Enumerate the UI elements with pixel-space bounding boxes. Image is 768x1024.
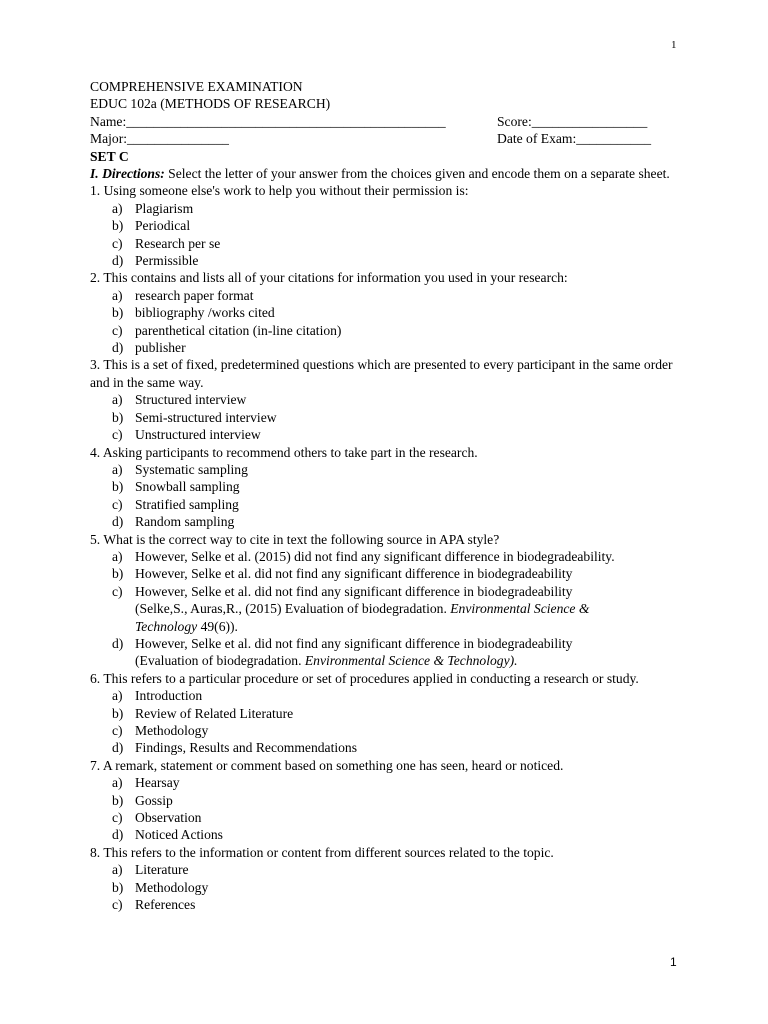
option-4c: c) Stratified sampling (112, 496, 239, 512)
option-7a: a) Hearsay (112, 775, 180, 791)
question-7 (90, 757, 678, 844)
option-6a: a) Introduction (112, 688, 203, 704)
page-number-top: 1 (671, 39, 677, 51)
name-field: Name:_______________________________________________ (90, 113, 446, 129)
question-5 (90, 531, 678, 670)
name-score-row (90, 113, 678, 130)
course-title: EDUC 102a (METHODS OF RESEARCH) (90, 96, 331, 112)
option-1c: c) Research per se (112, 235, 221, 251)
question-stem: 2. This contains and lists all of your citations for information you used in your research: (90, 270, 568, 286)
option-8a: a) Literature (112, 862, 189, 878)
option-4b: b) Snowball sampling (112, 479, 240, 495)
option-5c: c) However, Selke et al. did not find any significant difference in biodegradeability (Selke,S., Auras,R., (2015) Evaluation of biodegradation. Environmental Science & Technology 49(6)). (112, 583, 590, 634)
question-stem: 4. Asking participants to recommend others to take part in the research. (90, 444, 478, 460)
major-date-row (90, 130, 678, 147)
option-6c: c) Methodology (112, 723, 209, 738)
option-2b: b) bibliography /works cited (112, 305, 275, 321)
directions-text: Select the letter of your answer from the choices given and encode them on a separate sheet. (164, 166, 670, 181)
option-5d: d) However, Selke et al. did not find any significant difference in biodegradeability (Evaluation of biodegradation. Environmental Science & Technology). (112, 635, 573, 669)
major-field: Major:_______________ (90, 131, 229, 147)
question-stem: 1. Using someone else's work to help you without their permission is: (90, 183, 469, 199)
page-number-bottom: 1 (670, 955, 677, 969)
score-field: Score:_________________ (497, 113, 648, 129)
question-stem: 5. What is the correct way to cite in text the following source in APA style? (90, 531, 500, 547)
option-8b: b) Methodology (112, 879, 209, 895)
option-1a: a) Plagiarism (112, 200, 194, 216)
option-7d: d) Noticed Actions (112, 827, 223, 843)
date-field: Date of Exam:___________ (497, 131, 652, 147)
option-4d: d) Random sampling (112, 514, 235, 530)
question-6 (90, 670, 678, 757)
question-3 (90, 356, 678, 443)
option-3c: c) Unstructured interview (112, 427, 261, 443)
option-4a: a) Systematic sampling (112, 461, 248, 477)
directions (90, 165, 678, 182)
option-1d: d) Permissible (112, 253, 199, 269)
option-5a: a) However, Selke et al. (2015) did not find any significant difference in biodegradeability. (112, 548, 615, 564)
option-5b: b) However, Selke et al. did not find any significant difference in biodegradeability (112, 566, 573, 582)
option-2d: d) publisher (112, 340, 186, 356)
option-3a: a) Structured interview (112, 392, 247, 408)
set-label: SET C (90, 148, 129, 164)
option-2c: c) parenthetical citation (in-line citation) (112, 322, 342, 338)
option-6b: b) Review of Related Literature (112, 705, 294, 721)
question-stem: 3. This is a set of fixed, predetermined questions which are presented to every participant in the same order and in the same way. (90, 357, 673, 390)
directions-label: I. Directions: (90, 166, 165, 181)
question-stem: 6. This refers to a particular procedure or set of procedures applied in conducting a research or study. (90, 670, 639, 686)
question-4 (90, 444, 678, 531)
option-7b: b) Gossip (112, 792, 173, 808)
option-2a: a) research paper format (112, 287, 254, 303)
question-1 (90, 182, 678, 269)
option-3b: b) Semi-structured interview (112, 409, 277, 425)
option-6d: d) Findings, Results and Recommendations (112, 740, 358, 756)
option-1b: b) Periodical (112, 218, 191, 234)
question-2 (90, 269, 678, 356)
question-stem: 7. A remark, statement or comment based on something one has seen, heard or noticed. (90, 757, 564, 773)
question-stem: 8. This refers to the information or content from different sources related to the topic. (90, 844, 554, 860)
option-8c: c) References (112, 897, 196, 913)
exam-content (90, 78, 678, 913)
question-8 (90, 844, 678, 914)
exam-title: COMPREHENSIVE EXAMINATION (90, 79, 303, 94)
option-7c: c) Observation (112, 810, 202, 826)
